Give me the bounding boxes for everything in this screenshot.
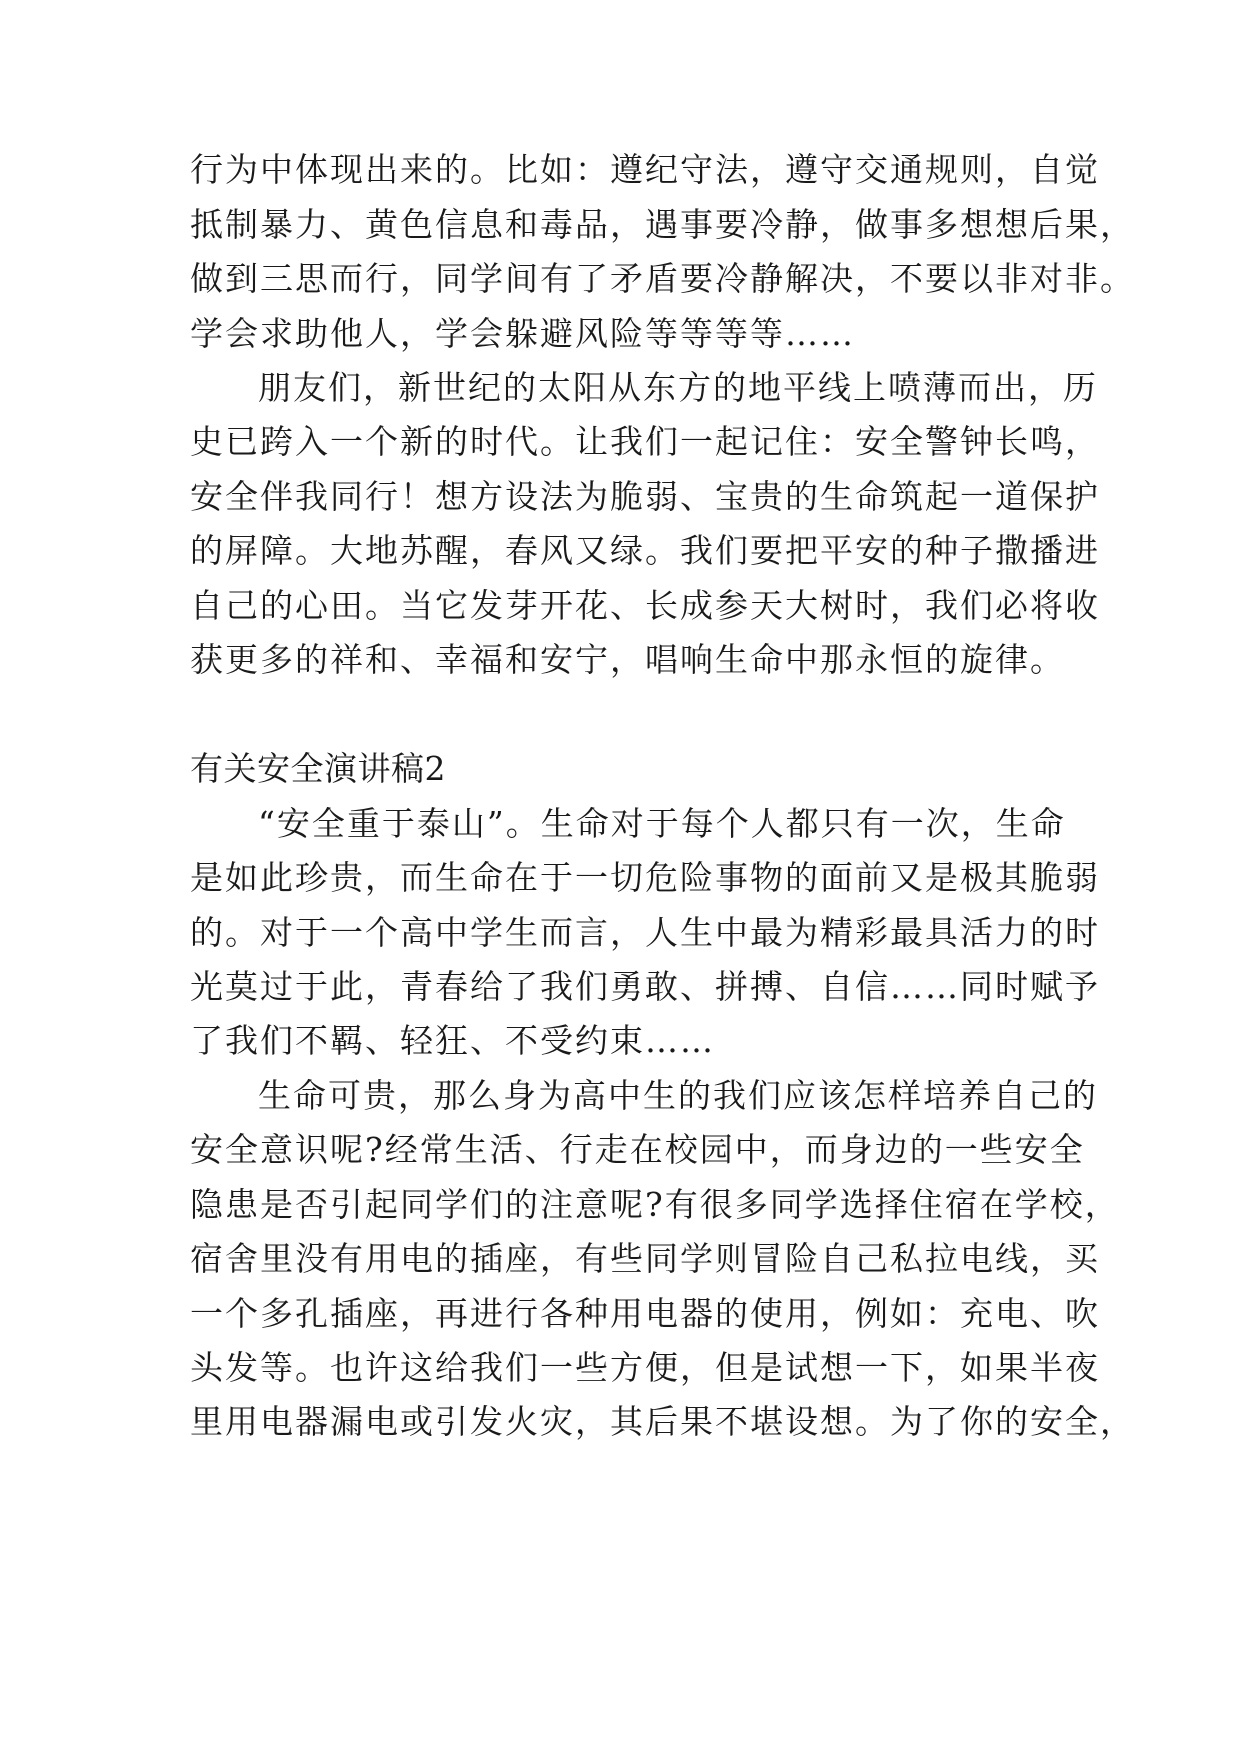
paragraph-line: 了我们不羁、轻狂、不受约束…… [190,1021,715,1060]
paragraph-line: 朋友们，新世纪的太阳从东方的地平线上喷薄而出，历 [258,368,1098,407]
paragraph-line: 头发等。也许这给我们一些方便，但是试想一下，如果半夜 [190,1348,1100,1387]
paragraph-line: 自己的心田。当它发芽开花、长成参天大树时，我们必将收 [190,586,1100,625]
section-heading: 有关安全演讲稿2 [190,749,446,788]
paragraph-line: 的。对于一个高中学生而言，人生中最为精彩最具活力的时 [190,913,1100,952]
paragraph-line: 抵制暴力、黄色信息和毒品，遇事要冷静，做事多想想后果， [190,205,1135,244]
paragraph-line: 是如此珍贵，而生命在于一切危险事物的面前又是极其脆弱 [190,858,1100,897]
paragraph-line: 一个多孔插座，再进行各种用电器的使用，例如：充电、吹 [190,1294,1100,1333]
paragraph-line: 做到三思而行，同学间有了矛盾要冷静解决，不要以非对非。 [190,259,1135,298]
paragraph-line: 的屏障。大地苏醒，春风又绿。我们要把平安的种子撒播进 [190,531,1100,570]
paragraph-line: 宿舍里没有用电的插座，有些同学则冒险自己私拉电线，买 [190,1239,1100,1278]
paragraph-line: 里用电器漏电或引发火灾，其后果不堪设想。为了你的安全， [190,1402,1135,1441]
paragraph-line: 行为中体现出来的。比如：遵纪守法，遵守交通规则，自觉 [190,150,1100,189]
paragraph-line: 安全伴我同行！想方设法为脆弱、宝贵的生命筑起一道保护 [190,477,1100,516]
paragraph-line: 隐患是否引起同学们的注意呢?有很多同学选择住宿在学校， [190,1185,1120,1224]
paragraph-line: 学会求助他人，学会躲避风险等等等等…… [190,314,855,353]
paragraph-line: 获更多的祥和、幸福和安宁，唱响生命中那永恒的旋律。 [190,640,1065,679]
paragraph-line: 史已跨入一个新的时代。让我们一起记住：安全警钟长鸣， [190,422,1100,461]
paragraph-line: 安全意识呢?经常生活、行走在校园中，而身边的一些安全 [190,1130,1085,1169]
paragraph-line: 生命可贵，那么身为高中生的我们应该怎样培养自己的 [258,1076,1098,1115]
paragraph-line: “安全重于泰山”。生命对于每个人都只有一次，生命 [258,804,1066,843]
paragraph-line: 光莫过于此，青春给了我们勇敢、拼搏、自信……同时赋予 [190,967,1100,1006]
